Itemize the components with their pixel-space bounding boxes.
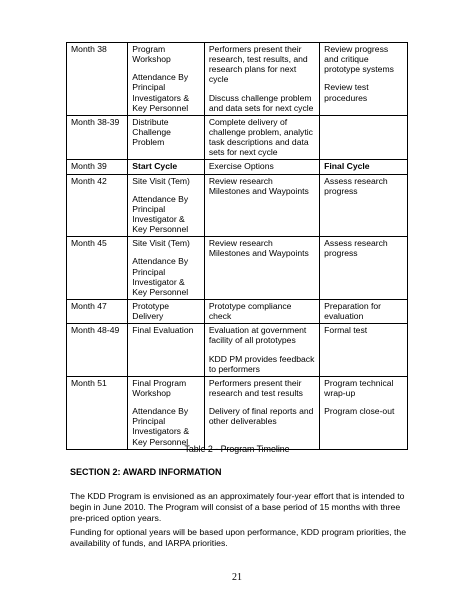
cell-text: Attendance By Principal Investigators & Key Personnel — [132, 72, 190, 113]
cell-month — [67, 174, 128, 237]
cell-text: Program technical wrap-up — [324, 377, 394, 398]
cell-month — [67, 376, 128, 449]
cell-text: Month 47 — [71, 300, 107, 311]
cell-review — [320, 43, 408, 116]
cell-review — [320, 174, 408, 237]
table-row — [67, 160, 408, 174]
table-row — [67, 174, 408, 237]
cell-text: Formal test — [324, 325, 368, 336]
cell-text: Review research Milestones and Waypoints — [208, 175, 309, 196]
table-row — [67, 43, 408, 116]
cell-text: Complete delivery of challenge problem, analytic task descriptions and data sets for next cycle — [208, 116, 313, 158]
cell-milestone — [128, 376, 205, 449]
cell-activity — [204, 376, 319, 449]
cell-activity — [204, 324, 319, 377]
cell-review — [320, 237, 408, 300]
paragraph-program-overview: The KDD Program is envisioned as an approximately four-year effort that is intended to begin in June 2010. The Program will consist of a base period of 15 months with three pre-priced option years. — [70, 491, 405, 523]
cell-text: Attendance By Principal Investigator & Key Personnel — [132, 193, 189, 235]
cell-milestone — [128, 324, 205, 377]
cell-month — [67, 115, 128, 160]
table-row — [67, 376, 408, 449]
cell-text: Month 38 — [71, 44, 107, 54]
cell-text: Program close-out — [324, 406, 395, 417]
cell-activity — [204, 237, 319, 300]
cell-text: Prototype Delivery — [132, 300, 170, 322]
cell-text: Final Evaluation — [132, 325, 194, 336]
cell-text: Site Visit (Tem) — [132, 238, 190, 249]
cell-activity — [204, 299, 319, 323]
cell-text: Month 51 — [71, 377, 107, 388]
cell-milestone — [128, 237, 205, 300]
cell-activity — [204, 115, 319, 160]
cell-review — [320, 115, 408, 160]
cell-review — [320, 324, 408, 377]
cell-text: Final Program Workshop — [132, 377, 187, 398]
cell-text: Assess research progress — [324, 238, 388, 259]
cell-review — [320, 376, 408, 449]
cell-month — [67, 324, 128, 377]
cell-text: Month 45 — [71, 238, 107, 249]
table-caption: Table 2 - Program Timeline — [184, 444, 290, 454]
cell-milestone — [128, 174, 205, 237]
cell-text: Distribute Challenge Problem — [132, 116, 171, 148]
cell-activity — [204, 160, 319, 174]
cell-text: Preparation for evaluation — [324, 300, 382, 322]
cell-month — [67, 237, 128, 300]
cell-text: Month 42 — [71, 175, 107, 186]
cell-milestone — [128, 43, 205, 116]
cell-text: Evaluation at government facility of all prototypes — [208, 325, 307, 346]
cell-activity — [204, 174, 319, 237]
cell-text: Prototype compliance check — [208, 300, 292, 322]
timeline-table-body — [67, 43, 408, 450]
table-row — [67, 115, 408, 160]
paragraph-funding: Funding for optional years will be based upon performance, KDD program priorities, the availability of funds, and IARPA priorities. — [70, 527, 407, 548]
cell-text: Month 48-49 — [71, 325, 120, 336]
table-row — [67, 237, 408, 300]
cell-text: Assess research progress — [324, 175, 388, 196]
section-heading: SECTION 2: AWARD INFORMATION — [70, 467, 222, 477]
cell-text: Site Visit (Tem) — [132, 175, 190, 186]
cell-month — [67, 299, 128, 323]
cell-text: Exercise Options — [208, 161, 274, 172]
cell-month — [67, 160, 128, 174]
cell-milestone — [128, 160, 205, 174]
cell-text: KDD PM provides feedback to performers — [208, 353, 315, 374]
cell-activity — [204, 43, 319, 116]
cell-text: Review progress and critique prototype systems — [324, 44, 394, 75]
cell-text: Month 39 — [71, 161, 107, 172]
cell-text: Start Cycle — [132, 161, 178, 172]
cell-text: Program Workshop — [132, 44, 171, 65]
cell-review — [320, 299, 408, 323]
program-timeline-table — [66, 42, 408, 450]
cell-text: Review test procedures — [324, 82, 369, 103]
cell-text: Attendance By Principal Investigators & Key Personnel — [132, 406, 190, 447]
cell-text: Performers present their research and test results — [208, 377, 303, 398]
table-row — [67, 324, 408, 377]
cell-text: Delivery of final reports and other deliverables — [208, 406, 314, 427]
table-row — [67, 299, 408, 323]
cell-text: Performers present their research, test results, and research plans for next cycle — [208, 44, 308, 85]
cell-review — [320, 160, 408, 174]
cell-month — [67, 43, 128, 116]
cell-text: Attendance By Principal Investigator & Key Personnel — [132, 256, 189, 297]
cell-milestone — [128, 299, 205, 323]
cell-text: Final Cycle — [324, 161, 370, 172]
page-number: 21 — [232, 572, 242, 583]
cell-milestone — [128, 115, 205, 160]
cell-text: Review research Milestones and Waypoints — [208, 238, 309, 259]
cell-text: Discuss challenge problem and data sets for next cycle — [208, 92, 314, 113]
cell-text: Month 38-39 — [71, 116, 120, 127]
